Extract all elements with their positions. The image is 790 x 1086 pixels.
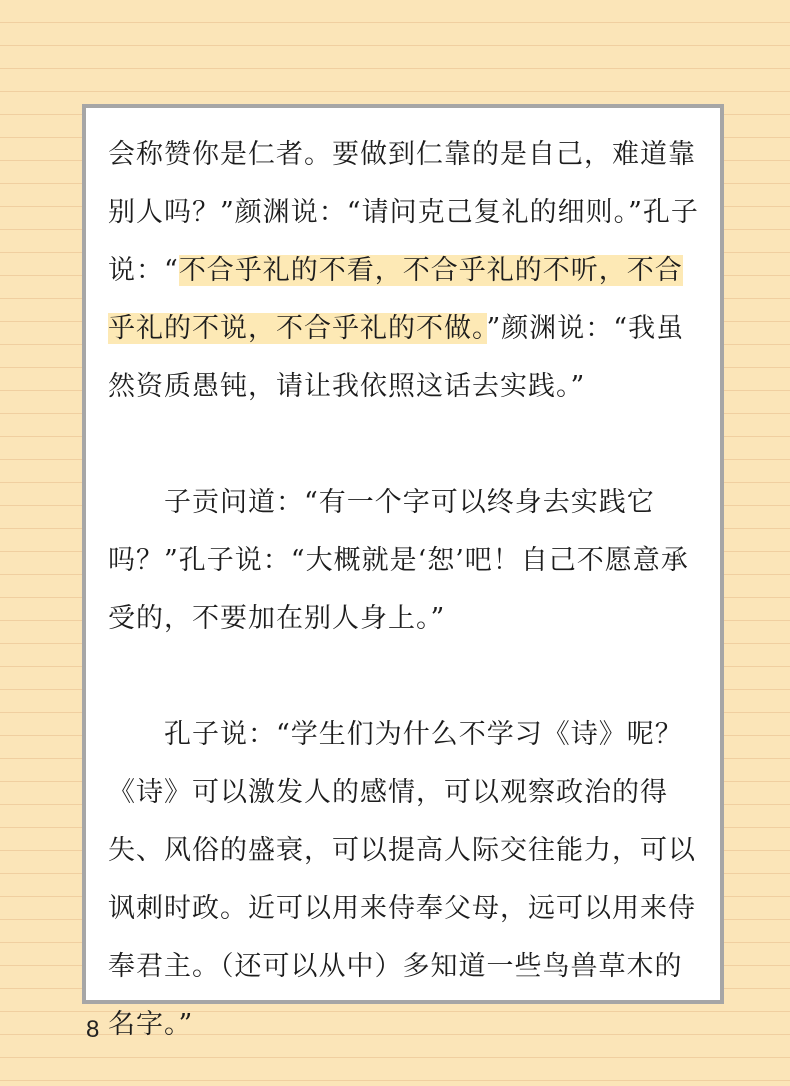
paragraph-3: 孔子说：“学生们为什么不学习《诗》呢？《诗》可以激发人的感情，可以观察政治的得失、风俗的盛衰，可以提高人际交往能力，可以讽刺时政。近可以用来侍奉父母，远可以用来侍奉君主。（还可以从中）多知道一些鸟兽草木的名字。” — [108, 719, 696, 1040]
page-number: 8 — [86, 1016, 100, 1043]
text-card — [82, 104, 724, 1040]
highlighted-quote: 不合乎礼的不看，不合乎礼的不听，不合乎礼的不说，不合乎礼的不做。 — [108, 255, 683, 344]
paragraph-2: 子贡问道：“有一个字可以终身去实践它吗？”孔子说：“大概就是‘恕’吧！自己不愿意承受的，不要加在别人身上。” — [108, 487, 689, 634]
paragraph-1-text-before: 会称赞你是仁者。要做到仁靠的是自己，难道靠别人吗？”颜渊说：“请问克己复礼的细则。”孔子说：“ — [108, 139, 699, 286]
paragraph-1-text-after: ”颜渊说：“我虽然资质愚钝，请让我依照这话去实践。” — [108, 313, 685, 402]
paragraph-1 — [108, 126, 700, 416]
